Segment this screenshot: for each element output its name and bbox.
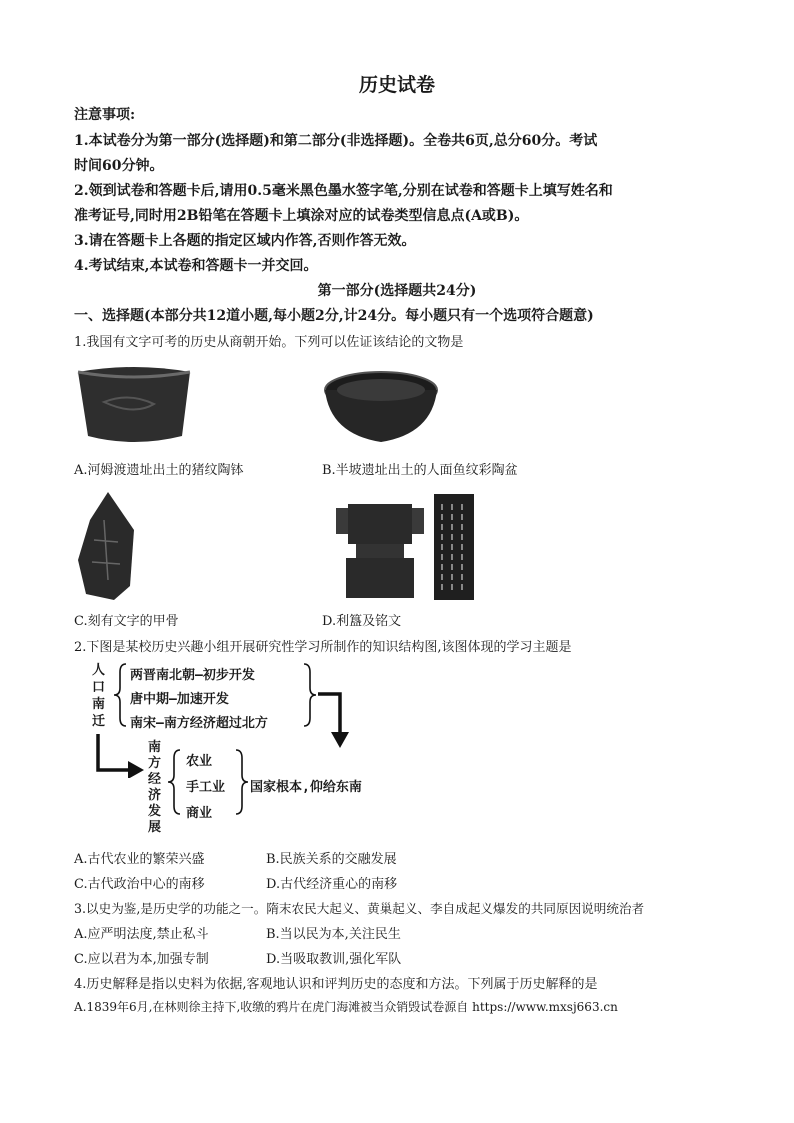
q1-option-d: D.利簋及铭文	[322, 614, 402, 629]
pottery-bowl-photo	[74, 364, 194, 446]
note-line: 时间60分钟。	[74, 158, 164, 174]
li-gui-bronze-photo	[330, 494, 476, 602]
stage-3: 南宋—南方经济超过北方	[130, 716, 268, 731]
q1-option-c: C.刻有文字的甲骨	[74, 614, 179, 629]
arrow-down-icon	[316, 688, 356, 752]
note-line: 准考证号,同时用2B铅笔在答题卡上填涂对应的试卷类型信息点(A或B)。	[74, 208, 529, 224]
note-line: 1.本试卷分为第一部分(选择题)和第二部分(非选择题)。全卷共6页,总分60分。考试	[74, 133, 598, 149]
q3-option-c: C.应以君为本,加强专制	[74, 952, 209, 967]
sector-left-brace	[166, 748, 184, 816]
q2-stem: 2.下图是某校历史兴趣小组开展研究性学习所制作的知识结构图,该图体现的学习主题是	[74, 640, 572, 655]
diagram-south-label: 南 方 经 济 发 展	[148, 740, 162, 835]
stage-1: 两晋南北朝—初步开发	[130, 668, 255, 683]
page-title: 历史试卷	[358, 74, 435, 96]
q1-option-b: B.半坡遗址出土的人面鱼纹彩陶盆	[322, 463, 518, 478]
sector-handicraft: 手工业	[186, 780, 226, 795]
painted-basin-photo	[322, 368, 440, 454]
diagram-left-label: 人 口 南 迁	[92, 663, 106, 729]
diagram-result: 国家根本,仰给东南	[250, 780, 362, 795]
section-heading: 一、选择题(本部分共12道小题,每小题2分,计24分。每小题只有一个选项符合题意)	[74, 308, 594, 324]
q1-option-a: A.河姆渡遗址出土的猪纹陶钵	[74, 463, 244, 478]
stage-2: 唐中期—加速开发	[130, 692, 229, 707]
q2-option-a: A.古代农业的繁荣兴盛	[74, 852, 205, 867]
q3-option-d: D.当吸取教训,强化军队	[266, 952, 402, 967]
q3-stem: 3.以史为鉴,是历史学的功能之一。隋末农民大起义、黄巢起义、李自成起义爆发的共同原因说明统治者	[74, 901, 645, 916]
q1-stem: 1.我国有文字可考的历史从商朝开始。下列可以佐证该结论的文物是	[74, 335, 464, 350]
q2-option-c: C.古代政治中心的南移	[74, 877, 205, 892]
left-brace	[112, 662, 132, 728]
arrow-right-icon	[92, 732, 148, 778]
note-line: 4.考试结束,本试卷和答题卡一并交回。	[74, 258, 318, 274]
sector-agriculture: 农业	[186, 754, 213, 769]
note-line: 2.领到试卷和答题卡后,请用0.5毫米黑色墨水签字笔,分别在试卷和答题卡上填写姓名和	[74, 183, 613, 199]
q2-option-b: B.民族关系的交融发展	[266, 852, 397, 867]
q3-option-b: B.当以民为本,关注民生	[266, 927, 401, 942]
part1-heading: 第一部分(选择题共24分)	[317, 283, 477, 299]
notes-heading: 注意事项:	[74, 107, 136, 123]
q3-option-a: A.应严明法度,禁止私斗	[74, 927, 209, 942]
q2-option-d: D.古代经济重心的南移	[266, 877, 398, 892]
q4-option-a: A.1839年6月,在林则徐主持下,收缴的鸦片在虎门海滩被当众销毁试卷源自 https://www.mxsj663.cn	[74, 1000, 618, 1014]
oracle-bone-photo	[74, 490, 140, 602]
sector-commerce: 商业	[186, 806, 213, 821]
sector-right-brace	[232, 748, 250, 816]
note-line: 3.请在答题卡上各题的指定区域内作答,否则作答无效。	[74, 233, 416, 249]
q4-stem: 4.历史解释是指以史料为依据,客观地认识和评判历史的态度和方法。下列属于历史解释的是	[74, 977, 598, 992]
